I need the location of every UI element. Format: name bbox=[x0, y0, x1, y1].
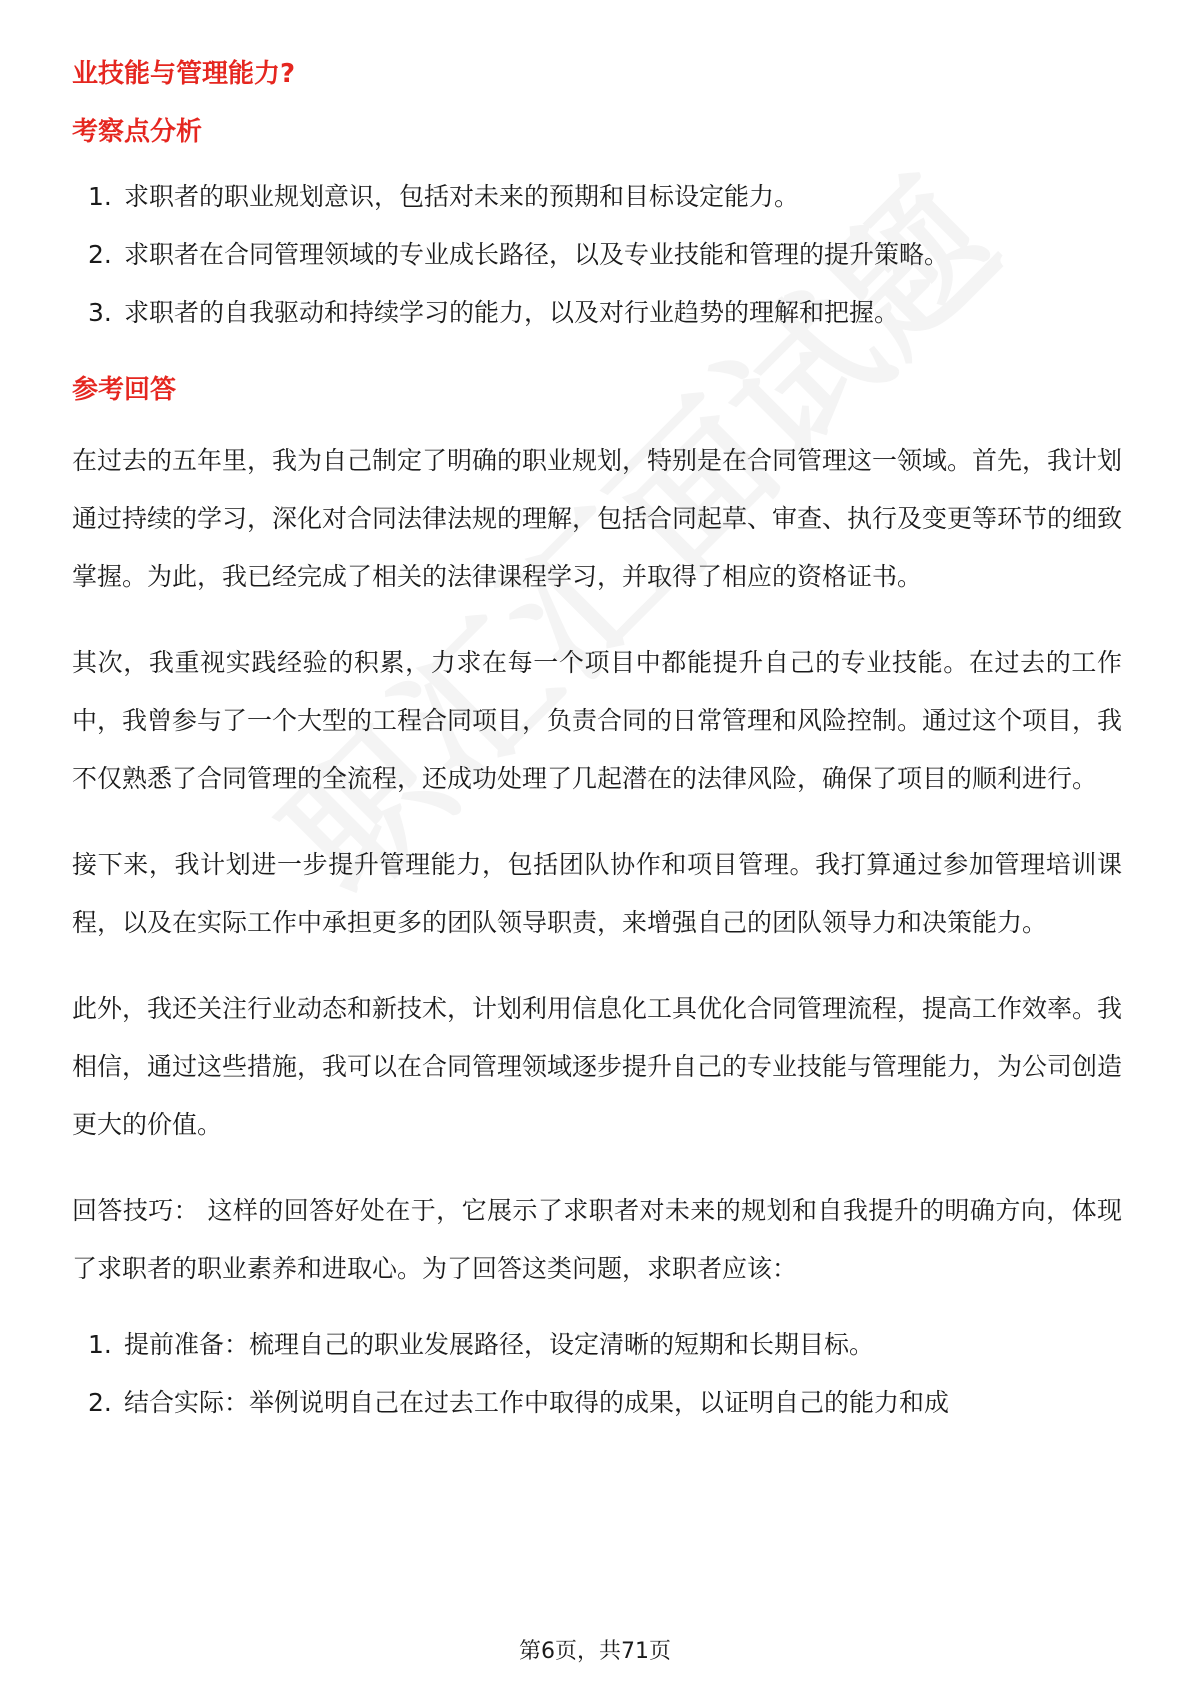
list-item bbox=[72, 284, 1122, 342]
answer-paragraph-4: 此外，我还关注行业动态和新技术，计划利用信息化工具优化合同管理流程，提高工作效率。我相信，通过这些措施，我可以在合同管理领域逐步提升自己的专业技能与管理能力，为公司创造更大的价值。 bbox=[72, 994, 1123, 1139]
answer-paragraph-1: 在过去的五年里，我为自己制定了明确的职业规划，特别是在合同管理这一领域。首先，我计划通过持续的学习，深化对合同法律法规的理解，包括合同起草、审查、执行及变更等环节的细致掌握。为此，我已经完成了相关的法律课程学习，并取得了相应的资格证书。 bbox=[72, 446, 1123, 591]
list-item-text: 求职者的职业规划意识，包括对未来的预期和目标设定能力。 bbox=[124, 182, 800, 211]
document-page bbox=[72, 56, 1122, 1432]
list-item-text: 求职者在合同管理领域的专业成长路径，以及专业技能和管理的提升策略。 bbox=[124, 240, 950, 269]
answer-heading: 参考回答 bbox=[72, 375, 177, 405]
list-item-number: 1. bbox=[88, 182, 112, 211]
list-item-number: 2. bbox=[88, 1388, 112, 1417]
analysis-list bbox=[72, 168, 1122, 342]
answer-tips-paragraph: 回答技巧： 这样的回答好处在于，它展示了求职者对未来的规划和自我提升的明确方向，体现了求职者的职业素养和进取心。为了回答这类问题，求职者应该： bbox=[72, 1196, 1122, 1283]
analysis-heading: 考察点分析 bbox=[72, 117, 203, 147]
list-item bbox=[72, 1316, 1122, 1374]
list-item bbox=[72, 1374, 1122, 1432]
answer-paragraph-2: 其次，我重视实践经验的积累，力求在每一个项目中都能提升自己的专业技能。在过去的工作中，我曾参与了一个大型的工程合同项目，负责合同的日常管理和风险控制。通过这个项目，我不仅熟悉了合同管理的全流程，还成功处理了几起潜在的法律风险，确保了项目的顺利进行。 bbox=[72, 648, 1123, 793]
question-title: 业技能与管理能力? bbox=[72, 59, 296, 89]
list-item bbox=[72, 168, 1122, 226]
list-item-number: 2. bbox=[88, 240, 112, 269]
tips-list bbox=[72, 1316, 1122, 1432]
list-item-text: 提前准备：梳理自己的职业发展路径，设定清晰的短期和长期目标。 bbox=[124, 1330, 875, 1359]
list-item bbox=[72, 226, 1122, 284]
list-item-number: 1. bbox=[88, 1330, 112, 1359]
list-item-number: 3. bbox=[88, 298, 112, 327]
page-footer: 第6页，共71页 bbox=[519, 1639, 671, 1664]
list-item-text: 结合实际：举例说明自己在过去工作中取得的成果，以证明自己的能力和成 bbox=[124, 1388, 950, 1417]
list-item-text: 求职者的自我驱动和持续学习的能力，以及对行业趋势的理解和把握。 bbox=[124, 298, 900, 327]
answer-paragraph-3: 接下来，我计划进一步提升管理能力，包括团队协作和项目管理。我打算通过参加管理培训课程，以及在实际工作中承担更多的团队领导职责，来增强自己的团队领导力和决策能力。 bbox=[72, 850, 1122, 937]
